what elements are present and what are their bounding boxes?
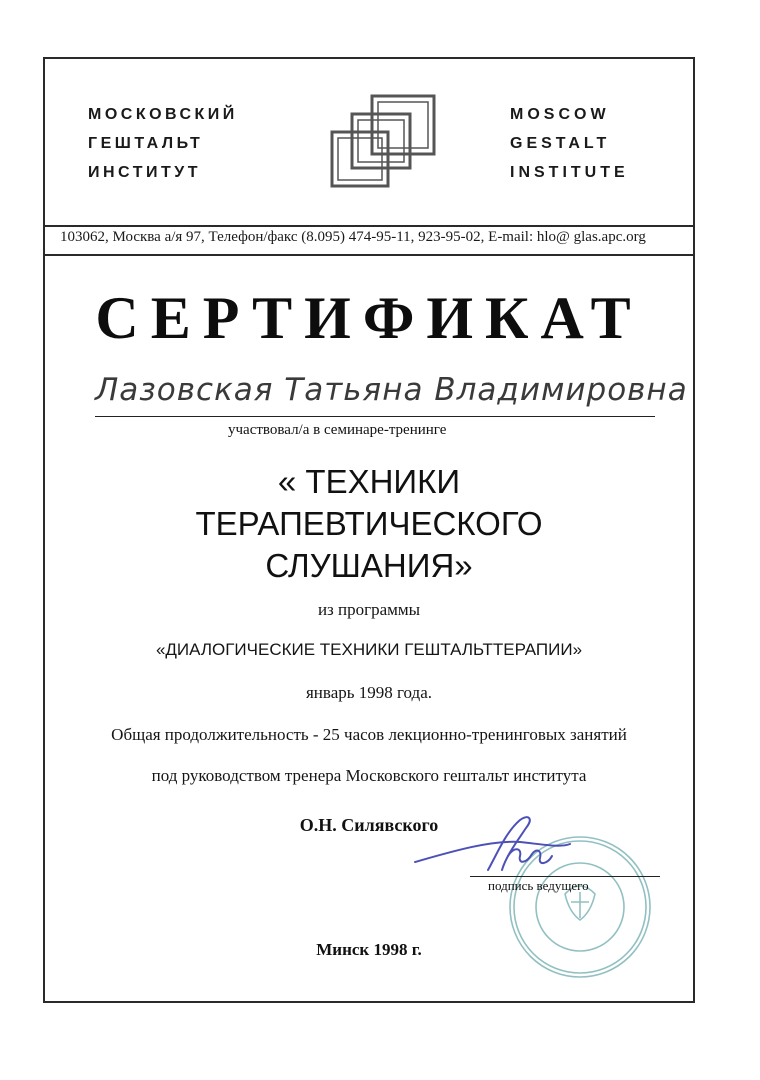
date-text: январь 1998 года. <box>305 683 433 702</box>
certificate-title: СЕРТИФИКАТ <box>95 285 643 351</box>
divider <box>43 225 695 227</box>
trainer-name: О.Н. Силявского <box>299 815 439 835</box>
participation-text: участвовал/а в семинаре-тренинге <box>228 422 447 438</box>
signature-line <box>470 876 660 877</box>
institute-name-ru: МОСКОВСКИЙ ГЕШТАЛЬТ ИНСТИТУТ <box>88 106 238 181</box>
institute-logo-icon <box>328 92 440 192</box>
signature-caption: подпись ведущего <box>488 878 589 893</box>
duration-text: Общая продолжительность - 25 часов лекционно-тренинговых занятий <box>111 725 627 744</box>
name-underline <box>95 416 655 417</box>
city-year: Минск 1998 г. <box>316 940 422 959</box>
institute-address: 103062, Москва а/я 97, Телефон/факс (8.095) 474-95-11, 923-95-02, E-mail: hlo@ glas.apc.org <box>60 229 646 245</box>
institute-name-en: MOSCOW GESTALT INSTITUTE <box>510 106 629 181</box>
trainer-signature-icon <box>410 812 590 882</box>
recipient-name: Лазовская Татьяна Владимировна <box>95 372 688 408</box>
from-program-text: из программы <box>317 600 421 619</box>
program-title: «ДИАЛОГИЧЕСКИЕ ТЕХНИКИ ГЕШТАЛЬТТЕРАПИИ» <box>155 640 583 659</box>
seminar-title: « ТЕХНИКИ ТЕРАПЕВТИЧЕСКОГО СЛУШАНИЯ» <box>195 463 543 584</box>
divider <box>43 254 695 256</box>
guidance-text: под руководством тренера Московского гештальт института <box>151 766 587 785</box>
